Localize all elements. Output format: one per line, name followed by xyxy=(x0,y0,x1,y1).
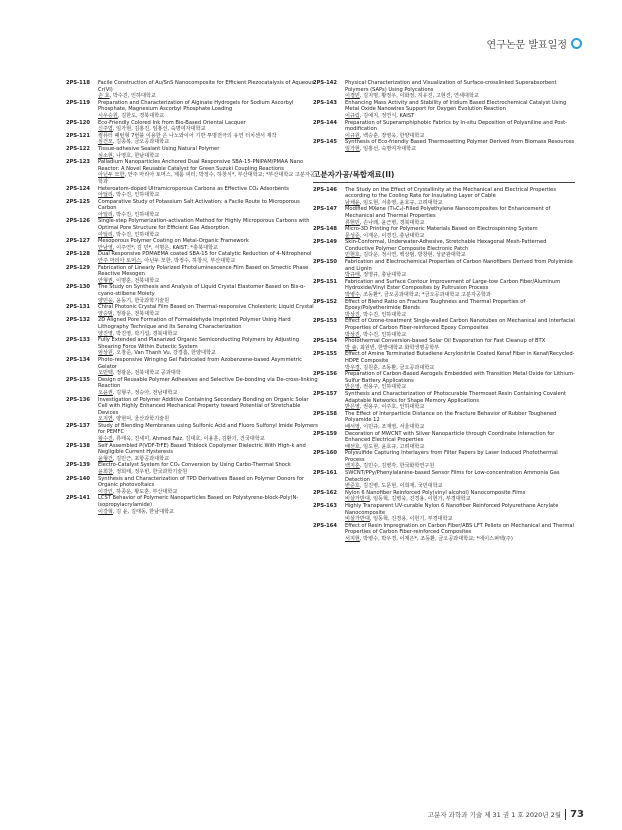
entry-title: Fabrication and Surface Contour Improvement of Large-tow Carbon Fiber/Aluminum Hydroxide/Vinyl Ester Composites by Pultrusion Process xyxy=(345,278,561,292)
presenter: 안남영 xyxy=(98,244,113,251)
entry xyxy=(313,523,575,543)
coauthors: , 이민규, 조재영, 서울대학교 xyxy=(359,423,425,430)
presenter: 심소현 xyxy=(98,152,113,159)
entry-code: 2PS-144 xyxy=(313,119,337,126)
entry-authors xyxy=(345,292,575,299)
presenter: 윤희찬 xyxy=(98,469,113,476)
entry-authors xyxy=(98,278,318,285)
presenter: 비살가반대 xyxy=(345,496,370,503)
entry-code: 2PS-141 xyxy=(66,495,90,502)
presenter: 박우경 xyxy=(345,364,360,371)
entry-authors xyxy=(345,113,575,120)
entry xyxy=(66,443,318,463)
entry xyxy=(313,431,575,451)
coauthors: , 하종운, 황도훈, 부산대학교 xyxy=(112,488,178,495)
coauthors: , 김지명, 황정우, 이화정, 지유진, 고현진, 연세대학교 xyxy=(359,93,479,100)
presenter: 이경민 xyxy=(345,93,360,100)
entry-authors xyxy=(98,153,318,160)
entry-code: 2PS-161 xyxy=(313,470,337,477)
entry-code: 2PS-133 xyxy=(66,337,90,344)
entry-code: 2PS-164 xyxy=(313,522,337,529)
entry-authors xyxy=(345,384,575,391)
coauthors: , 이주연*, 김 민*, 서명은, KAIST; *충북대학교 xyxy=(112,244,218,251)
entry-code: 2PS-153 xyxy=(313,318,337,325)
coauthors: , 박수진, 인하대학교 xyxy=(109,93,156,100)
entry-title: Synthesis and Characterization of Photocurable Thermoset Resin Containing Covalent Adaptable Networks for Shape Memory Applications xyxy=(345,390,566,404)
presenter: 임가현 xyxy=(345,145,360,152)
entry-code: 2PS-123 xyxy=(66,159,90,166)
entry-code: 2PS-157 xyxy=(313,390,337,397)
entry-code: 2PS-121 xyxy=(66,132,90,139)
entry xyxy=(313,338,575,351)
entry-title: Investigation of Polymer Additive Containing Secondary Bonding on Organic Solar Cell with Highly Enhanced Mechanical Property toward Potential of Stretchable Devices xyxy=(98,396,309,416)
coauthors: , 윤동기, 한국과학기술원 xyxy=(112,297,170,304)
entry xyxy=(66,186,318,199)
coauthors: , 임동혁, 진경용, 이헌기, 부경대학교 xyxy=(369,516,453,523)
entry-authors xyxy=(98,172,318,185)
entry-code: 2PS-156 xyxy=(313,371,337,378)
entry-authors xyxy=(345,365,575,372)
entry-authors xyxy=(345,312,575,319)
presenter: 아딜리 xyxy=(98,211,113,218)
entry-authors xyxy=(98,113,318,120)
entry-code: 2PS-129 xyxy=(66,264,90,271)
coauthors: , 정광운, 전북대학교 공과대학 xyxy=(112,370,181,377)
entry-authors xyxy=(98,93,318,100)
entry xyxy=(66,317,318,337)
coauthors: , 김형구, 정승아, 전남대학교 xyxy=(112,389,178,396)
entry-title: Chiral Photonic Crystal Film Based on Thermal-responsive Cholesteric Liquid Crystal xyxy=(98,304,314,311)
entry-authors xyxy=(345,200,575,207)
entry-title: Effect of Blend Ratio on Fracture Toughness and Thermal Properties of Epoxy/Polyetherimide Blends xyxy=(345,298,526,312)
entry-authors xyxy=(98,469,318,476)
entry-authors xyxy=(345,272,575,279)
coauthors: , 박수진, 인하대학교 xyxy=(112,231,160,238)
entry-code: 2PS-163 xyxy=(313,503,337,510)
presenter: 배서영 xyxy=(345,423,360,430)
presenter: 양민웅 xyxy=(98,297,113,304)
entry-title: Micro-3D Printing for Polymeric Materials Based on Electrospinning System xyxy=(345,226,538,233)
entry xyxy=(66,265,318,285)
entry-authors xyxy=(98,370,318,377)
entry-code: 2PS-152 xyxy=(313,298,337,305)
entry xyxy=(313,206,575,226)
entry-authors xyxy=(98,245,318,252)
presenter: 양승범 xyxy=(98,310,113,317)
entry-title: Dual Responsive PDMAEMA coated SBA-15 for Catalytic Reduction of 4-Nitrophenol xyxy=(98,251,312,258)
entry-title: Physical Characterization and Visualization of Surface-crosslinked Superabsorbent Polymers (SAPs) Using Polycations xyxy=(345,80,557,93)
presenter: 문성준 xyxy=(345,232,360,239)
presenter: 양진영 xyxy=(98,330,113,337)
presenter: 오윤권 xyxy=(98,389,113,396)
coauthors: , 임도현, 서충영, 윤호규, 고려대학교 xyxy=(359,199,443,206)
entry-authors xyxy=(98,192,318,199)
entry-code: 2PS-145 xyxy=(313,139,337,146)
entry-code: 2PS-124 xyxy=(66,185,90,192)
presenter: 민현호 xyxy=(345,252,360,259)
presenter: 오지연 xyxy=(98,416,113,423)
presenter: 손 효 xyxy=(98,93,110,100)
entry-code: 2PS-131 xyxy=(66,304,90,311)
entry xyxy=(66,80,318,100)
entry-authors xyxy=(98,390,318,397)
coauthors: , 최원빈, 한밭대학교 화학생명공학부 xyxy=(356,344,440,351)
coauthors: , 정희태, 정우빈, 한국과학기술원 xyxy=(112,469,188,476)
entry-authors xyxy=(345,516,575,523)
entry-code: 2PS-158 xyxy=(313,410,337,417)
entry-title: Self Assembled P(VDF-TrFE) Based Triblock Copolymer Dielectric With High-k and Negligible Current Hysteresis xyxy=(98,442,306,456)
entry-code: 2PS-159 xyxy=(313,430,337,437)
entry-title: Photo-responsive Wringing Gel Fabricated from Azobenzene-based Asymmetric Gelator xyxy=(98,356,302,370)
entry xyxy=(66,133,318,146)
entry xyxy=(313,259,575,279)
entry xyxy=(313,490,575,503)
coauthors: , 김다운, 정시연, 백상범, 방창현, 성균관대학교 xyxy=(359,252,466,259)
entry xyxy=(66,337,318,357)
entry-title: Highly Transparent UV-curable Nylon 6 Nanofiber Reinforced Polyurethane Acrylate Nanocomposite xyxy=(345,503,559,516)
entry-title: Synthesis and Characterization of TPD Derivatives Based on Polymer Donors for Organic photovoltaics xyxy=(98,475,305,489)
entry-title: Mesoporous Polymer Coating on Metal-Organic Framework xyxy=(98,238,249,245)
presenter: 심건모 xyxy=(98,139,113,146)
presenter: 이강혁 xyxy=(98,508,113,515)
entry xyxy=(313,239,575,259)
presenter: 비살가반대 xyxy=(345,516,370,523)
entry-title: LCST Behavior of Polymeric Nanoparticles Based on Polystyrene-block-Poly(N-isopropylacrylamide) xyxy=(98,495,299,508)
right-column xyxy=(313,80,575,543)
entry-title: Study of Blending Membranes using Sulfonic Acid and Fluoro Sulfonyl Imide Polymers for PEMFC xyxy=(98,422,318,436)
coauthors: , 박수진, 인하대학교 xyxy=(112,192,160,199)
entry-authors xyxy=(345,404,575,411)
presenter: 이규원 xyxy=(345,132,360,139)
journal-info: 고분자 과학과 기술 제 31 권 1 호 2020년 2월 xyxy=(427,811,562,819)
entry-authors xyxy=(345,93,575,100)
coauthors: , 손나래, 윤근병, 경북대학교 xyxy=(359,219,425,226)
entry xyxy=(313,139,575,152)
entry-authors xyxy=(345,463,575,470)
coauthors: , 김원훈, 조동환, 금오공과대학교 xyxy=(359,364,435,371)
entry xyxy=(313,450,575,470)
entry-authors xyxy=(98,489,318,496)
entry-title: Preparation of Carbon-Based Aerogels Embedded with Transition Metal Oxide for Lithium-Sulfur Battery Applications xyxy=(345,371,575,384)
presenter: 안형권 xyxy=(98,277,113,284)
entry-authors xyxy=(98,436,318,443)
entry-code: 2PS-132 xyxy=(66,317,90,324)
entry xyxy=(66,284,318,304)
presenter: 왕수진 xyxy=(98,436,113,443)
coauthors: , 박진영, 곽기섭, 경북대학교 xyxy=(112,330,178,337)
section-title: 고분자가공/복합재료(II) xyxy=(313,169,575,183)
entry xyxy=(66,304,318,317)
entry-code: 2PS-126 xyxy=(66,218,90,225)
entry-title: Decoration of MWCNT with Silver Nanoparticle through Coordinate Interaction for Enhanced Electrical Properties xyxy=(345,430,555,444)
entry-title: The Effect of Interparticle Distance on the Fracture Behavior of Rubber Toughened Polyamide 12 xyxy=(345,410,557,424)
presenter: 엄상원 xyxy=(98,350,113,357)
entry-code: 2PS-140 xyxy=(66,475,90,482)
coauthors: , 김종복, 금오공과대학교 xyxy=(112,139,170,146)
entry-title: Effect of Resin Impregnation on Carbon Fiber/ABS LFT Pellets on Mechanical and Thermal Properties of Carbon Fiber-reinforced Composites xyxy=(345,522,574,536)
entry-authors xyxy=(98,456,318,463)
coauthors: , 김예지, 정연식, KAIST xyxy=(359,112,415,119)
entry-title: Effect of Amine Terminated Butadiene Acrylonitrile Coated Kenaf Fiber in Kenaf/Recycled-HDPE Composite xyxy=(345,351,575,364)
entry xyxy=(313,470,575,490)
entry xyxy=(313,279,575,299)
presenter: 아닌두 모한 xyxy=(98,172,125,179)
entry xyxy=(313,187,575,207)
page-footer xyxy=(428,809,584,820)
entry-title: Preparation and Characterization of Alginate Hydrogels for Sodium Ascorbyl Phosphate, Magnesium Ascorbyl Phosphate Loading xyxy=(98,99,294,113)
coauthors: , 김한도, 경북대학교 xyxy=(117,112,165,119)
presenter: 백지훈 xyxy=(345,463,360,470)
presenter: 류현민 xyxy=(345,219,360,226)
entry xyxy=(66,238,318,251)
entry-title: Enhancing Mass Activity and Stability of Iridium Based Electrochemical Catalyst Using Metal Oxide Nanowires Support for Oxygen Evolution Reaction xyxy=(345,99,567,113)
coauthors: , 임홍선, 숙명여자대학교 xyxy=(359,145,417,152)
entry-title: SWCNT/PPy/Phenylalanine-based Sensor Films for Low-concentration Ammonia Gas Detection xyxy=(345,470,560,483)
entry-title: Photothermal Conversion-based Solar Oil Evaporation for Fast Cleanup of BTX xyxy=(345,338,546,345)
entry-title: Fabrication of Linearly Polarized Photoluminescence Film Based on Smectic Phase Reactive Mesogen xyxy=(98,264,309,278)
entry-authors xyxy=(345,332,575,339)
presenter: 안주 마리아 토머스 xyxy=(98,258,141,265)
entry-authors xyxy=(98,331,318,338)
coauthors: , 권용구, 이주호, 인하대학교 xyxy=(359,404,425,411)
coauthors: , 김 윤, 김태동, 한남대학교 xyxy=(112,508,175,515)
presenter: 남채윤 xyxy=(345,199,360,206)
entry-authors xyxy=(345,424,575,431)
entry-title: Comparative Study of Potassium Salt Activation: a Facile Route to Microporous Carbon xyxy=(98,198,300,212)
entry-code: 2PS-146 xyxy=(313,186,337,193)
presenter: 박규태 xyxy=(345,272,360,279)
entry-authors xyxy=(98,212,318,219)
presenter: 변준호 xyxy=(345,483,360,490)
entry xyxy=(313,299,575,319)
entry-title: Polysulfide Capturing Interlayers from Filter Papers by Laser Induced Photothermal Process xyxy=(345,450,558,463)
entry-code: 2PS-150 xyxy=(313,259,337,266)
coauthors: , 임도현, 윤호규, 고려대학교 xyxy=(359,443,425,450)
entry-title: Eco-Friendly Colored Ink from Bio-Based Oriental Lacquer xyxy=(98,119,246,126)
coauthors: , 백승훈, 장영욱, 한양대학교 xyxy=(359,132,425,139)
entry xyxy=(66,120,318,133)
presenter: 이규림 xyxy=(345,112,360,119)
left-column xyxy=(66,80,318,515)
presenter: 서지현 xyxy=(345,536,360,542)
entry-code: 2PS-128 xyxy=(66,251,90,258)
entry-code: 2PS-130 xyxy=(66,284,90,291)
coauthors: , 권용구, 인하대학교 xyxy=(359,384,407,391)
coauthors: , 박병수, 박우경, 이재은*, 조동환, 금오공과대학교; *에이스퍼텍(주) xyxy=(359,536,513,542)
entry-title: Fully Extended and Planarized Organic Semiconducting Polymers by Adjusting Shearing Force Within Eutectic System xyxy=(98,337,299,350)
entry xyxy=(313,100,575,120)
coauthors: , 김민수, 김병각, 한국화학연구원 xyxy=(359,463,435,470)
entry xyxy=(313,411,575,431)
entry-title: Palladium Nanoparticles Anchored Dual Responsive SBA-15-PNIPAM/PMAA Nano Reactor: A Novel Reusable Catalyst for Green Suzuki Coupling Reactions xyxy=(98,159,304,172)
entry-authors xyxy=(345,483,575,490)
entry-title: The Study on Synthesis and Analysis of Liquid Crystal Elastomer Based on Bis-α-cyano-stilbene Moiety xyxy=(98,284,306,297)
page-number: 73 xyxy=(565,809,584,820)
coauthors: , 김민근, 포항공과대학교 xyxy=(112,455,170,462)
entry xyxy=(66,218,318,238)
entry-code: 2PS-135 xyxy=(66,376,90,383)
entry-code: 2PS-151 xyxy=(313,278,337,285)
entry-code: 2PS-119 xyxy=(66,99,90,106)
entry-code: 2PS-148 xyxy=(313,226,337,233)
coauthors: , 박수진, 인하대학교 xyxy=(359,311,407,318)
coauthors: , 조동환*, 금오공과대학교; *금오공과대학교 고분자공학과 xyxy=(359,292,491,299)
entry-code: 2PS-122 xyxy=(66,145,90,152)
entry-authors xyxy=(345,146,575,153)
entry-code: 2PS-149 xyxy=(313,239,337,246)
entry-authors xyxy=(98,298,318,305)
entry-title: Facile Construction of Au/SnS Nanocomposite for Efficient Piezocatalysis of Aqueous Cr(VI) xyxy=(98,80,315,93)
presenter: 반은영 xyxy=(345,384,360,391)
entry-code: 2PS-143 xyxy=(313,99,337,106)
coauthors: , 나영호, 한남대학교 xyxy=(112,152,160,159)
coauthors: , 양현덕, 울산과학기술원 xyxy=(112,416,170,423)
entry xyxy=(66,462,318,475)
entry-authors xyxy=(98,232,318,239)
coauthors: , 박수진, 인하대학교 xyxy=(359,331,407,338)
presenter: 박 솔 xyxy=(345,344,357,351)
entry-authors xyxy=(98,509,318,516)
entry-code: 2PS-155 xyxy=(313,351,337,358)
entry-authors xyxy=(98,126,318,133)
entry-title: 컴퓨터 패턴형 7번블 이용한 은 나노와이어 기반 투명전극의 유연 터치센서 제작 xyxy=(98,132,277,139)
presenter: 박상진 xyxy=(345,331,360,338)
entry-title: Skin-Conformal, Underwater-Adhesive, Stretchable Hexagonal Mesh-Patterned Conductive Polymer Composite Electronic Patch xyxy=(345,239,547,252)
entry-authors xyxy=(345,444,575,451)
entry xyxy=(66,495,318,515)
entry xyxy=(66,199,318,219)
entry-authors xyxy=(345,496,575,503)
presenter: 박상진 xyxy=(345,311,360,318)
entry-code: 2PS-118 xyxy=(66,80,90,86)
entry-code: 2PS-137 xyxy=(66,422,90,429)
entry-authors xyxy=(345,233,575,240)
entry-authors xyxy=(345,133,575,140)
entry-authors xyxy=(98,258,318,265)
entry xyxy=(66,146,318,159)
coauthors: , 정영규, 충남대학교 xyxy=(359,272,407,279)
entry xyxy=(313,391,575,411)
entry-authors xyxy=(345,536,575,543)
entry xyxy=(313,226,575,239)
coauthors: , 아닌두 모한, 박정수, 하창식, 부산대학교 xyxy=(141,258,236,265)
entry xyxy=(313,80,575,100)
entry-title: Design of Reusable Polymer Adhesives and Selective De-bonding via De-cross-linking Reaction xyxy=(98,376,318,390)
entry xyxy=(66,397,318,423)
presenter: 반은영 xyxy=(345,404,360,411)
coauthors: , 오창준, Van Thanh Vu, 강경흠, 한양대학교 xyxy=(112,350,216,357)
entry-title: Single-step Polymerization-activation Method for Highly Microporous Carbons with Optimal Pore Structure for Efficient Gas Adsorption xyxy=(98,218,310,232)
entry-code: 2PS-136 xyxy=(66,396,90,403)
entry xyxy=(66,251,318,264)
entry-code: 2PS-125 xyxy=(66,198,90,205)
presenter: 박병수 xyxy=(345,292,360,299)
coauthors: , 류태욱, 진세미, Ahmed Faiz, 김대호, 이용훈, 김환기, 건국대학교 xyxy=(112,436,265,443)
presenter: 아딜리 xyxy=(98,231,113,238)
entry xyxy=(66,377,318,397)
entry-authors xyxy=(98,350,318,357)
page-header xyxy=(487,36,582,51)
circle-bullet-icon xyxy=(571,38,582,49)
entry-code: 2PS-154 xyxy=(313,338,337,345)
entry-authors xyxy=(98,139,318,146)
presenter: 아딜리 xyxy=(98,192,113,199)
presenter: 이강인 xyxy=(98,488,113,495)
entry xyxy=(313,371,575,391)
entry xyxy=(66,423,318,443)
presenter: 배선호 xyxy=(345,443,360,450)
coauthors: , 이명훈, 전북대학교 xyxy=(112,277,160,284)
entry xyxy=(313,318,575,338)
coauthors: , 임동혁, 김병욱, 진경용, 이헌기, 부경대학교 xyxy=(369,496,471,503)
entry xyxy=(313,351,575,371)
coauthors: , 정광운, 전북대학교 xyxy=(112,310,160,317)
entry-title: 2D Aligned Pore Formation of Formaldehyde Imprinted Polymer Using Hard Lithography Technique and Its Sensing Characterization xyxy=(98,317,291,330)
entry-code: 2PS-138 xyxy=(66,442,90,449)
entry-authors xyxy=(98,311,318,318)
entry-authors xyxy=(345,252,575,259)
presenter: 시우승원 xyxy=(98,112,118,119)
entry-code: 2PS-142 xyxy=(313,80,337,86)
entry-title: Nylon 6 Nanofiber Reinforced Poly(vinyl alcohol) Nanocomposite Films xyxy=(345,489,526,496)
entry xyxy=(66,476,318,496)
entry-code: 2PS-139 xyxy=(66,462,90,469)
entry xyxy=(313,120,575,140)
entry-code: 2PS-120 xyxy=(66,119,90,126)
entry-title: Effect of Ozone-treatment Single-walled Carbon Nanotubes on Mechanical and Interfacial Properties of Carbon Fiber-reinforced Epoxy Composites xyxy=(345,318,575,331)
coauthors: , 안주 마리아 토머스, 제롬 피터, 박정수, 하창식*, 부산대학교; *부산대학교 고분자공학과 xyxy=(98,172,315,185)
entry-code: 2PS-147 xyxy=(313,206,337,213)
entry-authors xyxy=(345,220,575,227)
header-title: 연구논문 발표일정 xyxy=(486,40,567,51)
entry-title: Heteroatom-doped Ultramicroporous Carbons as Effective CO₂ Adsorbents xyxy=(98,185,289,192)
entry-authors xyxy=(98,416,318,423)
coauthors: , 이재운, 이경진, 충남대학교 xyxy=(359,232,425,239)
entry-code: 2PS-162 xyxy=(313,489,337,496)
entry-title: Fabrication and Electrochemical Properties of Carbon Nanofibers Derived from Polyimide and Lignin xyxy=(345,259,573,272)
coauthors: , 박수진, 인하대학교 xyxy=(112,211,160,218)
presenter: 오민택 xyxy=(98,370,113,377)
entry-title: The Study on the Effect of Crystallinity at the Mechanical and Electrical Properties according to the Cooling Rate for Insulating Layer of Cable xyxy=(345,186,557,200)
entry xyxy=(66,159,318,185)
presenter: 신주엽 xyxy=(98,126,113,133)
entry-title: Synthesis of Eco-friendly Based Thermosetting Polymer Derived from Biomass Resources xyxy=(345,139,575,146)
presenter: 윤형건 xyxy=(98,455,113,462)
entry xyxy=(66,357,318,377)
coauthors: , 임가현, 김홍진, 임홍선, 숙명여자대학교 xyxy=(112,126,206,133)
entry xyxy=(313,503,575,523)
entry-code: 2PS-127 xyxy=(66,238,90,245)
coauthors: , 김진병, 도문현, 이희재, 국민대학교 xyxy=(359,483,443,490)
entry-title: Electro-Catalyst System for CO₂ Conversion by Using Carbo-Thermal Shock xyxy=(98,462,291,469)
entry-authors xyxy=(345,345,575,352)
entry-title: Tissue-adhesive Sealant Using Natural Polymer xyxy=(98,145,220,152)
entry xyxy=(66,100,318,120)
entry-code: 2PS-160 xyxy=(313,450,337,457)
entry-title: Modified MXene (Ti₃C₂)-Filled Polyethylene Nanocomposites for Enhancement of Mechanical and Thermal Properties xyxy=(345,206,551,219)
entry-code: 2PS-134 xyxy=(66,356,90,363)
entry-title: Preparation of Superamphiphobic Fabrics by In-situ Deposition of Polyaniline and Post-modification xyxy=(345,119,567,133)
